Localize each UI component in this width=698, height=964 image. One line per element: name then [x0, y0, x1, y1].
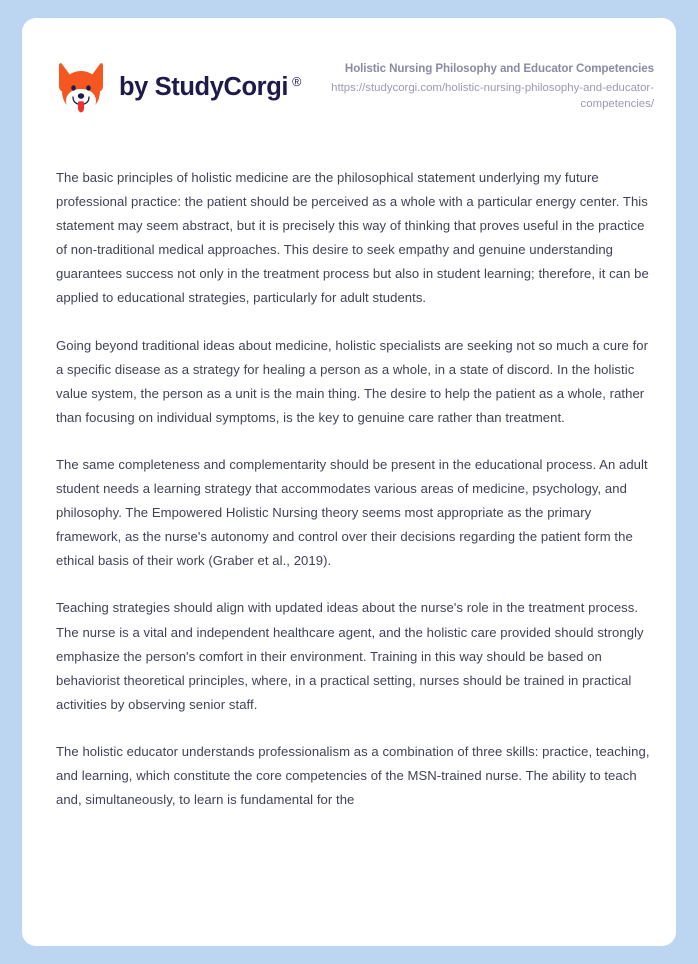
document-header — [22, 18, 676, 140]
registered-trademark-icon: ® — [292, 75, 301, 90]
document-card — [22, 18, 676, 946]
body-paragraph: The holistic educator understands professionalism as a combination of three skills: practice, teaching, and learning, which constitute the core competencies of the MSN-trained nurse. The ability to teach and, simultaneously, to learn is fundamental for the — [56, 743, 650, 808]
document-meta — [302, 61, 654, 112]
source-url[interactable]: https://studycorgi.com/holistic-nursing-philosophy-and-educator-competencies/ — [331, 82, 654, 111]
page-title: Holistic Nursing Philosophy and Educator Competencies — [344, 62, 654, 76]
body-paragraph: Teaching strategies should align with updated ideas about the nurse's role in the treatment process. The nurse is a vital and independent healthcare agent, and the holistic care provided should strongly emphasize the person's comfort in their environment. Training in this way should be based on behaviorist theoretical principles, where, in a practical setting, nurses should be trained in practical activities by observing senior staff. — [56, 600, 644, 712]
brand-wordmark — [119, 75, 301, 101]
body-paragraph: Going beyond traditional ideas about medicine, holistic specialists are seeking not so much a cure for a specific disease as a strategy for healing a person as a whole, in a state of discord. In the holistic value system, the person as a unit is the main thing. The desire to help the patient as a whole, rather than focusing on individual symptoms, is the key to genuine care rather than treatment. — [56, 337, 649, 425]
brand-name-label: by StudyCorgi — [119, 73, 289, 102]
body-paragraph: The same completeness and complementarity should be present in the educational process. An adult student needs a learning strategy that accommodates various areas of medicine, psychology, and philosophy. The Empowered Holistic Nursing theory seems most appropriate as the primary framework, as the nurse's autonomy and control over their decisions regarding the patient form the ethical basis of their work (Graber et al., 2019). — [56, 456, 648, 569]
body-paragraph: The basic principles of holistic medicine are the philosophical statement underlying my future professional practice: the patient should be perceived as a whole with a particular energy center. This statement may seem abstract, but it is precisely this way of thinking that proves useful in the practice of non-traditional medical approaches. This desire to seek empathy and genuine understanding guarantees success not only in the treatment process but also in student learning; therefore, it can be applied to educational strategies, particularly for adult students. — [56, 170, 649, 306]
brand-logo-block[interactable] — [56, 62, 301, 114]
document-body — [22, 140, 676, 812]
corgi-mascot-icon — [56, 62, 106, 114]
